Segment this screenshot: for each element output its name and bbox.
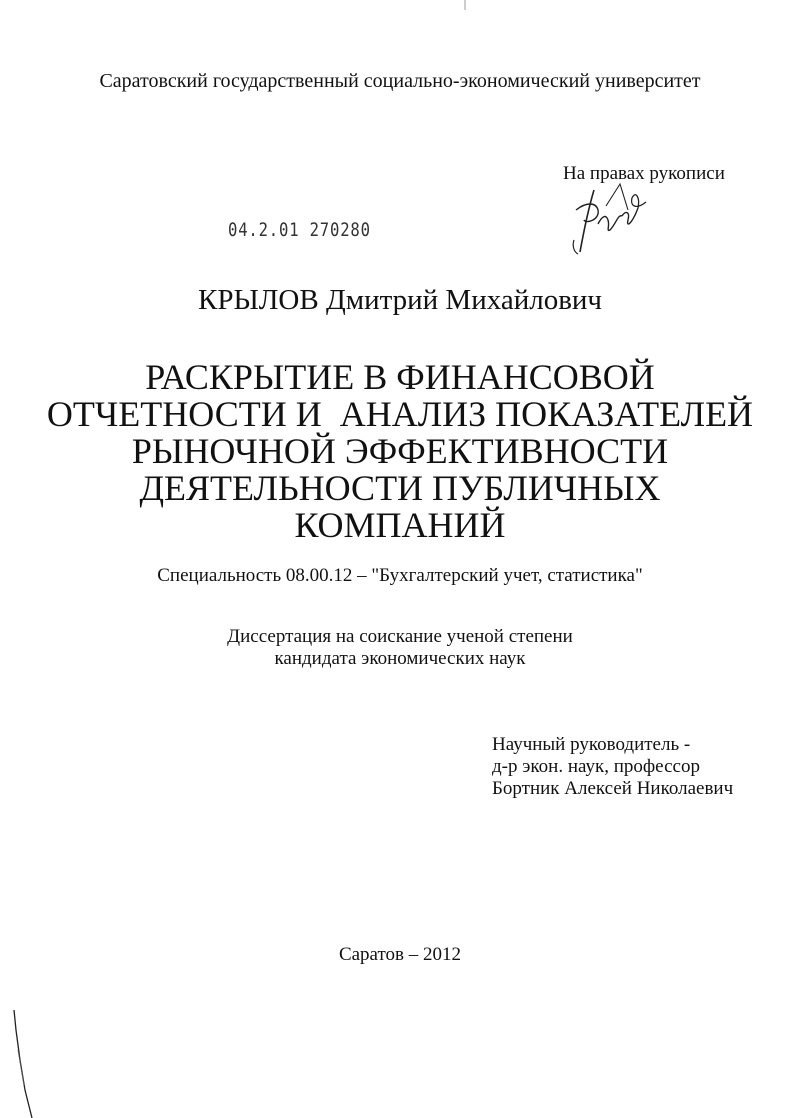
supervisor-degree: д-р экон. наук, профессор (492, 756, 700, 777)
registration-stamp: 04.2.01 270280 (228, 219, 371, 241)
supervisor-name: Бортник Алексей Николаевич (492, 778, 734, 799)
degree-statement (0, 626, 800, 670)
supervisor-role: Научный руководитель - (492, 734, 691, 755)
university-name: Саратовский государственный социально-экономический университет (99, 70, 701, 92)
degree-line-1: Диссертация на соискание ученой степени (227, 626, 573, 647)
dissertation-title (0, 359, 800, 544)
degree-line-2: кандидата экономических наук (274, 648, 526, 669)
title-line: ОТЧЕТНОСТИ И АНАЛИЗ ПОКАЗАТЕЛЕЙ (46, 394, 754, 434)
city-year: Саратов – 2012 (338, 944, 462, 965)
author-name: КРЫЛОВ Дмитрий Михайлович (197, 284, 603, 316)
title-line: РЫНОЧНОЙ ЭФФЕКТИВНОСТИ (131, 431, 669, 471)
scan-edge-mark-left (0, 1010, 40, 1118)
scan-edge-mark-top (462, 0, 468, 12)
scientific-supervisor (492, 734, 733, 800)
handwritten-signature (566, 180, 656, 262)
title-line: РАСКРЫТИЕ В ФИНАНСОВОЙ (145, 357, 655, 397)
title-line: КОМПАНИЙ (294, 505, 506, 545)
specialty-line: Специальность 08.00.12 – "Бухгалтерский учет, статистика" (157, 565, 643, 586)
manuscript-rights-note: На правах рукописи (563, 163, 725, 184)
title-line: ДЕЯТЕЛЬНОСТИ ПУБЛИЧНЫХ (139, 468, 661, 508)
